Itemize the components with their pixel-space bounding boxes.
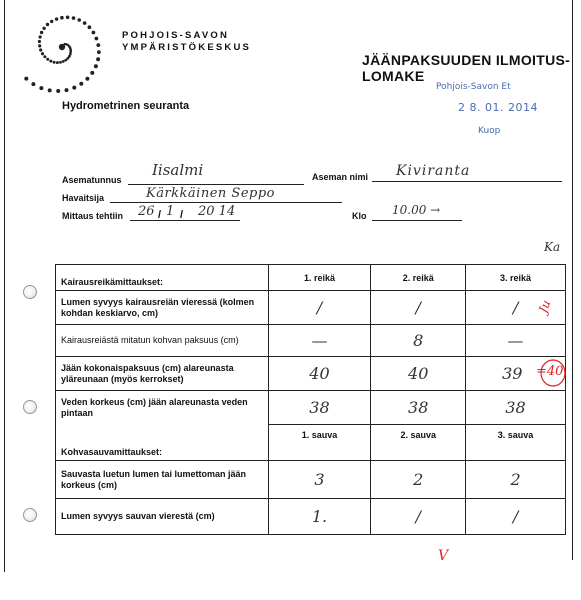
organization-name-line1: POHJOIS-SAVON — [122, 30, 230, 41]
row-label: Sauvasta luetun lumen tai lumettoman jään korkeus (cm) — [56, 461, 269, 499]
rod-header-row — [56, 425, 566, 461]
station-id-value[interactable]: Iisalmi — [152, 161, 204, 179]
page-edge-left — [4, 0, 5, 572]
form-title-line2: LOMAKE — [362, 68, 425, 84]
drill-column-3: 3. reikä — [466, 265, 566, 291]
row-label: Lumen syvyys kairausreiän vieressä (kolmen kohdan keskiarvo, cm) — [56, 291, 269, 325]
check-mark: V — [438, 548, 449, 564]
table-row — [56, 325, 566, 357]
station-name-value[interactable]: Kiviranta — [396, 163, 471, 179]
form-title-line1: JÄÄNPAKSUUDEN ILMOITUS- — [362, 52, 571, 68]
measurement-table — [55, 264, 566, 535]
drill-header-row — [56, 265, 566, 291]
rod-column-1: 1. sauva — [268, 425, 371, 461]
received-stamp-date: 2 8. 01. 2014 — [458, 101, 538, 114]
date-day-value[interactable]: 26 — [138, 204, 155, 219]
punch-hole — [23, 508, 37, 522]
time-label: Klo — [352, 211, 367, 221]
corner-annotation: Ka — [544, 240, 561, 254]
table-cell[interactable]: — — [268, 325, 371, 357]
table-row — [56, 291, 566, 325]
table-cell[interactable]: 38 — [268, 391, 371, 425]
row-label: Veden korkeus (cm) jään alareunasta veden pintaan — [56, 391, 269, 425]
rod-table-header: Kohvasauvamittaukset: — [56, 425, 269, 461]
row-label: Jään kokonaispaksuus (cm) alareunasta yläreunaan (myös kerrokset) — [56, 357, 269, 391]
date-separator-2: / — [180, 209, 184, 221]
table-cell[interactable]: 40 — [268, 357, 371, 391]
table-cell[interactable]: / — [466, 499, 566, 535]
table-cell[interactable]: 40 — [371, 357, 466, 391]
table-cell[interactable]: 38 — [466, 391, 566, 425]
drill-column-1: 1. reikä — [268, 265, 371, 291]
table-cell[interactable]: — — [466, 325, 566, 357]
table-cell[interactable]: 1. — [268, 499, 371, 535]
table-cell[interactable]: / — [371, 499, 466, 535]
table-row — [56, 391, 566, 425]
station-id-underline — [128, 184, 304, 185]
station-name-underline — [372, 181, 562, 182]
punch-hole — [23, 400, 37, 414]
rod-column-2: 2. sauva — [371, 425, 466, 461]
organization-logo-icon — [22, 14, 108, 100]
date-underline — [130, 220, 240, 221]
organization-name-line2: YMPÄRISTÖKESKUS — [122, 42, 252, 53]
table-cell[interactable]: 39 — [466, 357, 566, 391]
table-cell[interactable]: / — [268, 291, 371, 325]
table-cell[interactable]: 38 — [371, 391, 466, 425]
rod-column-3: 3. sauva — [466, 425, 566, 461]
table-cell[interactable]: 3 — [268, 461, 371, 499]
page-edge-right — [572, 0, 573, 560]
table-row — [56, 461, 566, 499]
station-id-label: Asematunnus — [62, 175, 122, 185]
correction-value: =40 — [536, 364, 564, 379]
observer-label: Havaitsija — [62, 193, 105, 203]
row-label: Lumen syvyys sauvan vierestä (cm) — [56, 499, 269, 535]
table-cell[interactable]: 2 — [466, 461, 566, 499]
date-label: Mittaus tehtiin — [62, 211, 123, 221]
date-month-value[interactable]: 1 — [166, 204, 175, 219]
table-cell[interactable]: 8 — [371, 325, 466, 357]
time-value[interactable]: 10.00 → — [392, 203, 441, 217]
date-separator-1: / — [158, 209, 162, 221]
time-underline — [372, 220, 462, 221]
observer-underline — [110, 202, 342, 203]
drill-table-header: Kairausreikämittaukset: — [56, 265, 269, 291]
received-stamp-place: Kuop — [478, 126, 501, 136]
section-title: Hydrometrinen seuranta — [62, 100, 190, 112]
station-name-label: Aseman nimi — [312, 172, 369, 182]
table-cell[interactable]: / — [466, 291, 566, 325]
observer-value[interactable]: Kärkkäinen Seppo — [146, 186, 275, 201]
table-cell[interactable]: / — [371, 291, 466, 325]
drill-column-2: 2. reikä — [371, 265, 466, 291]
table-row — [56, 357, 566, 391]
received-stamp-org: Pohjois-Savon Et — [436, 82, 511, 92]
date-year-value[interactable]: 20 14 — [198, 204, 236, 219]
correction-initials: Ju — [536, 298, 554, 315]
punch-hole — [23, 285, 37, 299]
table-cell[interactable]: 2 — [371, 461, 466, 499]
row-label: Kairausreiästä mitatun kohvan paksuus (cm) — [56, 325, 269, 357]
table-row — [56, 499, 566, 535]
